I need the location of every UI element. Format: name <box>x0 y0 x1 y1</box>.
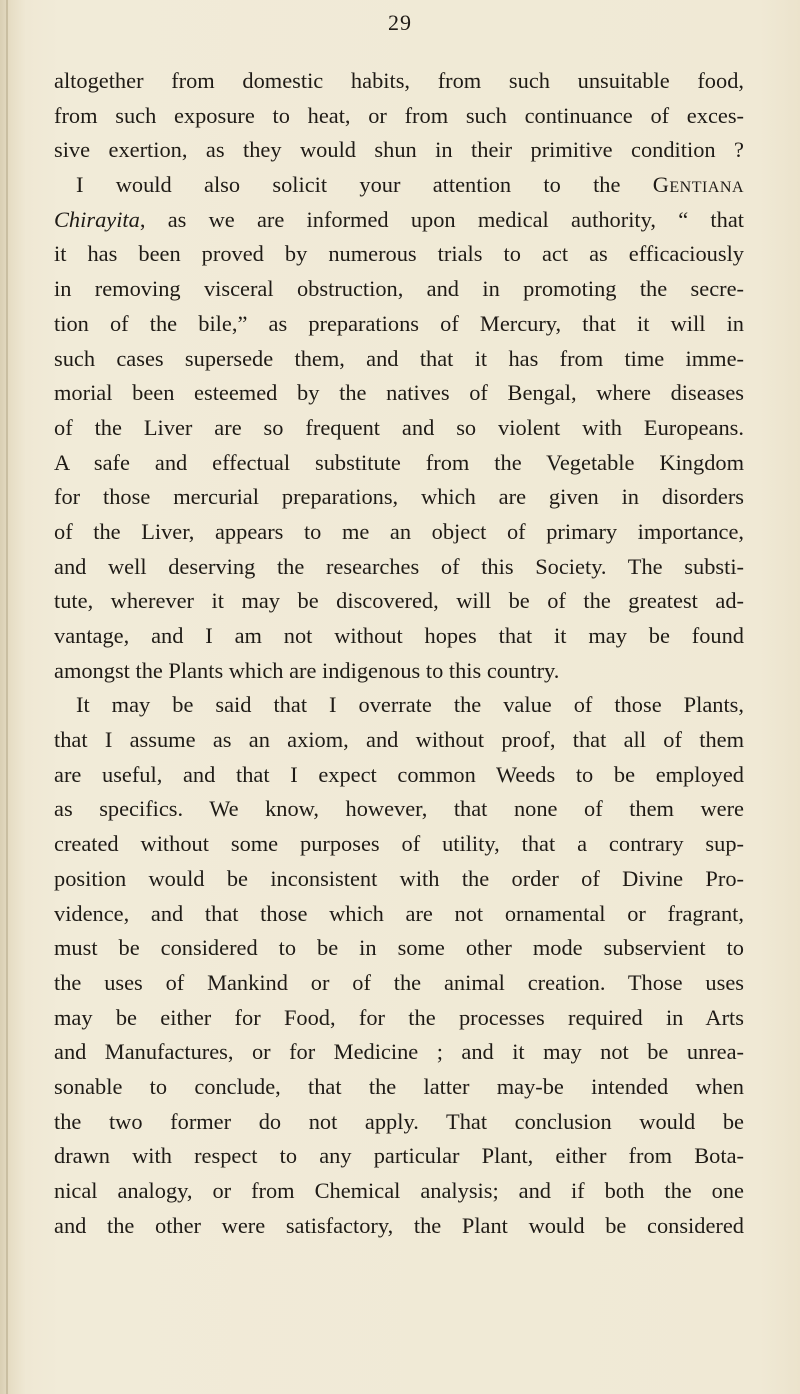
text-line: vantage, and I am not without hopes that it may be found <box>54 623 744 648</box>
line-text: , as we are informed upon medical authority, “ that <box>139 206 744 232</box>
line-text: I would also solicit your attention to the <box>76 172 653 198</box>
text-line: amongst the Plants which are indigenous to this country. <box>54 657 560 683</box>
text-line: nical analogy, or from Chemical analysis; and if both the one <box>54 1178 744 1203</box>
text-line: vidence, and that those which are not ornamental or fragrant, <box>54 900 744 926</box>
text-line: from such exposure to heat, or from such continuance of exces- <box>54 102 744 128</box>
text-line: tion of the bile,” as preparations of Mercury, that it will in <box>54 310 744 336</box>
plant-name-smallcaps: Gentiana <box>652 172 744 198</box>
text-line: may be either for Food, for the processes required in Arts <box>54 1004 744 1030</box>
text-line: the two former do not apply. That conclusion would be <box>54 1108 744 1134</box>
text-line: drawn with respect to any particular Plant, either from Bota- <box>54 1143 744 1169</box>
text-line: and well deserving the researches of this Society. The substi- <box>54 553 744 579</box>
text-line: and the other were satisfactory, the Plant would be considered <box>54 1212 744 1238</box>
text-line: of the Liver are so frequent and so violent with Europeans. <box>54 414 744 440</box>
text-line: it has been proved by numerous trials to act as efficaciously <box>54 241 744 267</box>
text-line: A safe and effectual substitute from the Vegetable Kingdom <box>54 449 744 475</box>
plant-name-italic: Chirayita <box>54 206 140 232</box>
text-line: sonable to conclude, that the latter may-be intended when <box>54 1073 744 1099</box>
text-line: It may be said that I overrate the value of those Plants, <box>76 692 744 718</box>
body-text <box>54 64 744 1243</box>
text-line: position would be inconsistent with the order of Divine Pro- <box>54 865 744 891</box>
text-line: in removing visceral obstruction, and in promoting the secre- <box>54 276 744 302</box>
text-line: the uses of Mankind or of the animal creation. Those uses <box>54 969 744 995</box>
binding-gutter <box>6 0 8 1394</box>
text-line: and Manufactures, or for Medicine ; and it may not be unrea- <box>54 1039 744 1065</box>
text-line <box>54 168 744 203</box>
text-line: that I assume as an axiom, and without proof, that all of them <box>54 727 744 753</box>
text-line: are useful, and that I expect common Weeds to be employed <box>54 761 744 787</box>
text-line: such cases supersede them, and that it has from time imme- <box>54 345 744 371</box>
text-line: as specifics. We know, however, that none of them were <box>54 796 744 822</box>
text-line: morial been esteemed by the natives of Bengal, where diseases <box>54 380 744 406</box>
page-number: 29 <box>388 10 412 35</box>
text-line: for those mercurial preparations, which are given in disorders <box>54 484 744 510</box>
text-line: created without some purposes of utility, that a contrary sup- <box>54 831 744 857</box>
text-line: altogether from domestic habits, from such unsuitable food, <box>54 68 744 93</box>
text-line: must be considered to be in some other mode subservient to <box>54 935 744 961</box>
text-line: tute, wherever it may be discovered, will be of the greatest ad- <box>54 588 744 614</box>
text-line <box>54 203 744 238</box>
text-line: of the Liver, appears to me an object of primary importance, <box>54 518 744 544</box>
text-line: sive exertion, as they would shun in their primitive condition ? <box>54 137 744 163</box>
